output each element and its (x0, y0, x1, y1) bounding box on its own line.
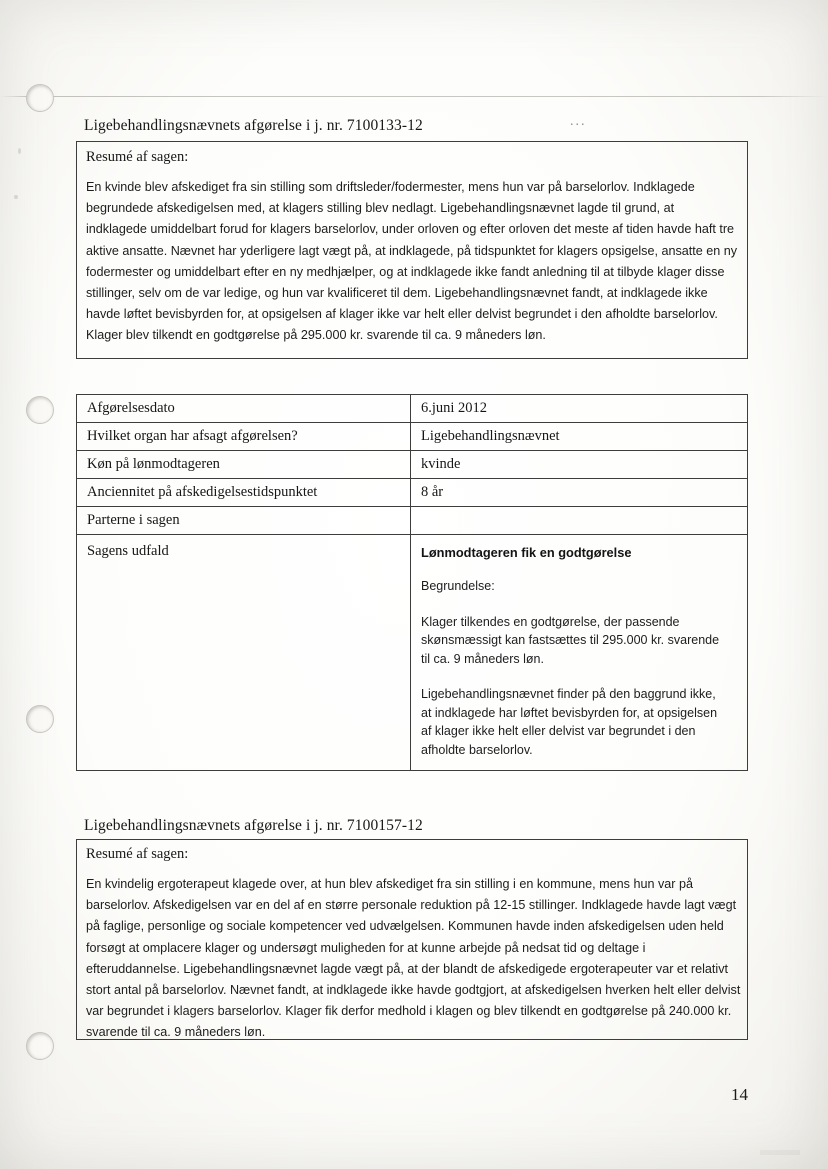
table-cell-label: Afgørelsesdato (77, 395, 411, 422)
resume-text-2: En kvindelig ergoterapeut klagede over, at hun blev afskediget fra sin stilling i en kommune, mens hun var på barselorlov. Afskedigelsen var en del af en større personale reduktion på 12-15 stillinger. Indklagede havde lagt vægt på faglige, personlige og sociale kompetencer ved udvælgelsen. Kommunen havde inden afskedigelsen uden held forsøgt at omplacere klager og undersøgt muligheden for at kunne arbejde på nedsat tid og deltage i efteruddannelse. Ligebehandlingsnævnet lagde vægt på, at der blandt de afskedigede ergoterapeuter var et relativt stort antal på barselorlov. Nævnet fandt, at indklagede ikke havde godtgjort, at afskedigelsen hverken helt eller delvist var begrundet i klagers barselorlov. Klager fik derfor medhold i klagen og blev tilkendt en godtgørelse på 240.000 kr. svarende til ca. 9 måneders løn. (86, 877, 741, 1040)
table-row-outcome (77, 535, 747, 770)
section-heading-1: Ligebehandlingsnævnets afgørelse i j. nr. 7100133-12 (84, 117, 423, 134)
table-cell-label: Parterne i sagen (77, 507, 411, 534)
resume-label-2: Resumé af sagen: (86, 846, 189, 862)
table-row (77, 451, 747, 479)
resume-text-1: En kvinde blev afskediget fra sin stilling som driftsleder/fodermester, mens hun var på barselorlov. Indklagede begrundede afskedigelsen med, at klagers stilling blev nedlagt. Ligebehandlingsnævnet lagde til grund, at indklagede umiddelbart forud for klagers barselorlov, under orloven og efter orloven det meste af tiden havde haft tre aktive ansatte. Nævnet har yderligere lagt vægt på, at indklagede, på tidspunktet for klagers opsigelse, ansatte en ny fodermester og umiddelbart efter en ny medhjælper, og at indklagede ikke fandt anledning til at tilbyde klager disse stillinger, selv om de var ledige, og hun var kvalificeret til dem. Ligebehandlingsnævnet fandt, at indklagede ikke havde løftet bevisbyrden for, at opsigelsen af klager ikke var helt eller delvist begrundet i den afholdte barselorlov. Klager blev tilkendt en godtgørelse på 295.000 kr. svarende til ca. 9 måneders løn. (86, 180, 738, 343)
outcome-subheading: Begrundelse: (421, 579, 495, 593)
outcome-heading: Lønmodtageren fik en godtgørelse (421, 545, 632, 560)
table-cell-value (411, 507, 747, 534)
table-row (77, 479, 747, 507)
table-cell-label: Anciennitet på afskedigelsestidspunktet (77, 479, 411, 506)
table-cell-label: Køn på lønmodtageren (77, 451, 411, 478)
table-cell-label: Hvilket organ har afsagt afgørelsen? (77, 423, 411, 450)
case-info-table (76, 394, 748, 771)
section-heading-2: Ligebehandlingsnævnets afgørelse i j. nr. 7100157-12 (84, 817, 423, 834)
page-number: 14 (731, 1085, 748, 1104)
section-heading-1-dots: ... (570, 114, 587, 129)
table-cell-value: Ligebehandlingsnævnet (421, 428, 560, 444)
outcome-paragraph: Ligebehandlingsnævnet finder på den baggrund ikke, at indklagede har løftet bevisbyrden for, at opsigelsen af klager ikke helt eller delvist var begrundet i den afholdte barselorlov. (421, 687, 718, 757)
resume-label-1: Resumé af sagen: (86, 149, 189, 165)
table-row (77, 395, 747, 423)
table-row (77, 507, 747, 535)
table-row (77, 423, 747, 451)
outcome-paragraph: Klager tilkendes en godtgørelse, der passende skønsmæssigt kan fastsættes til 295.000 kr. svarende til ca. 9 måneders løn. (421, 614, 720, 666)
table-cell-value: 8 år (421, 484, 444, 500)
table-cell-label: Sagens udfald (77, 535, 411, 770)
table-cell-value: 6.juni 2012 (421, 400, 488, 416)
table-cell-outcome (411, 535, 747, 770)
table-cell-value: kvinde (421, 456, 461, 472)
